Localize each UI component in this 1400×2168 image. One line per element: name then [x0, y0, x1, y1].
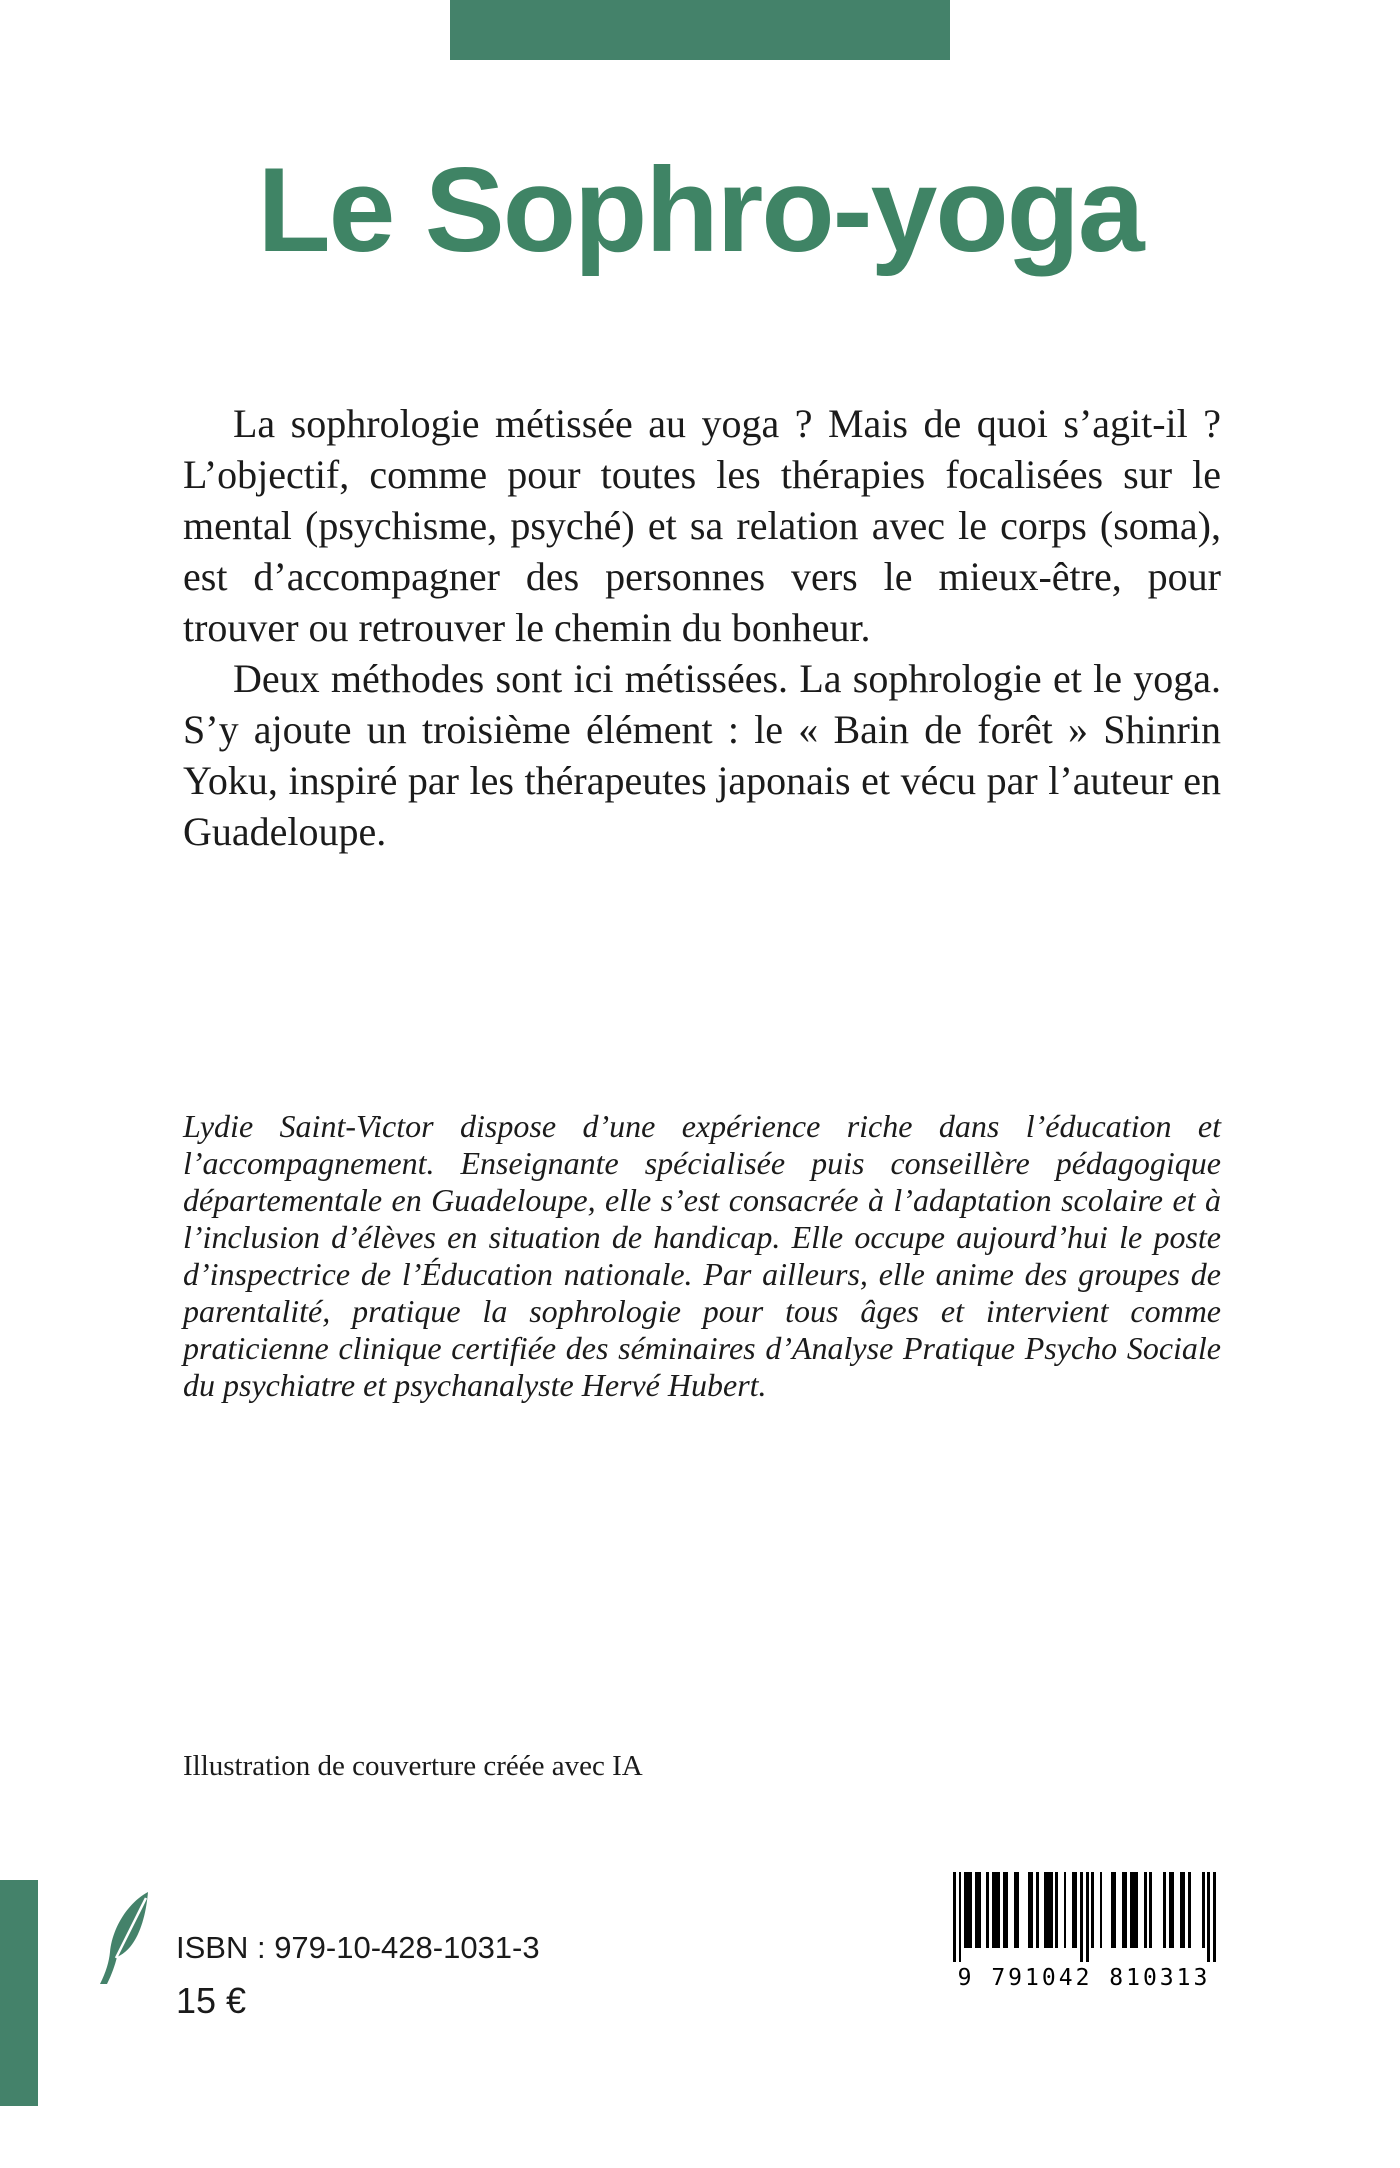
illustration-credit: Illustration de couverture créée avec IA: [183, 1750, 643, 1782]
barcode: [953, 1872, 1215, 1991]
synopsis-paragraph: La sophrologie métissée au yoga ? Mais de quoi s’agit-il ? L’objectif, comme pour toutes les thérapies focalisées sur le mental (psychisme, psyché) et sa relation avec le corps (soma), est d’accompagner des personnes vers le mieux-être, pour trouver ou retrouver le chemin du bonheur.: [183, 401, 1221, 650]
barcode-bars: [953, 1872, 1215, 1962]
spine-accent-bar: [0, 1880, 38, 2106]
publisher-logo: [96, 1886, 156, 1990]
synopsis-paragraph: Deux méthodes sont ici métissées. La sophrologie et le yoga. S’y ajoute un troisième élément : le « Bain de forêt » Shinrin Yoku, inspiré par les thérapeutes japonais et vécu par l’auteur en Guadeloupe.: [183, 656, 1221, 854]
synopsis: [183, 398, 1221, 857]
author-bio: Lydie Saint-Victor dispose d’une expérience riche dans l’éducation et l’accompagnement. Enseignante spécialisée puis conseillère pédagogique départementale en Guadeloupe, elle s’est consacrée à l’adaptation scolaire et à l’inclusion d’élèves en situation de handicap. Elle occupe aujourd’hui le poste d’inspectrice de l’Éducation nationale. Par ailleurs, elle anime des groupes de parentalité, pratique la sophrologie pour tous âges et intervient comme praticienne clinique certifiée des séminaires d’Analyse Pratique Psycho Sociale du psychiatre et psychanalyste Hervé Hubert.: [183, 1108, 1221, 1403]
isbn-block: [176, 1930, 540, 2022]
book-title: Le Sophro-yoga: [257, 143, 1143, 277]
feather-icon: [96, 1886, 156, 1990]
top-accent-bar: [450, 0, 950, 60]
barcode-digits: 9 791042 810313: [957, 1965, 1211, 1991]
isbn: ISBN : 979-10-428-1031-3: [176, 1930, 540, 1965]
price: 15 €: [176, 1980, 247, 2021]
